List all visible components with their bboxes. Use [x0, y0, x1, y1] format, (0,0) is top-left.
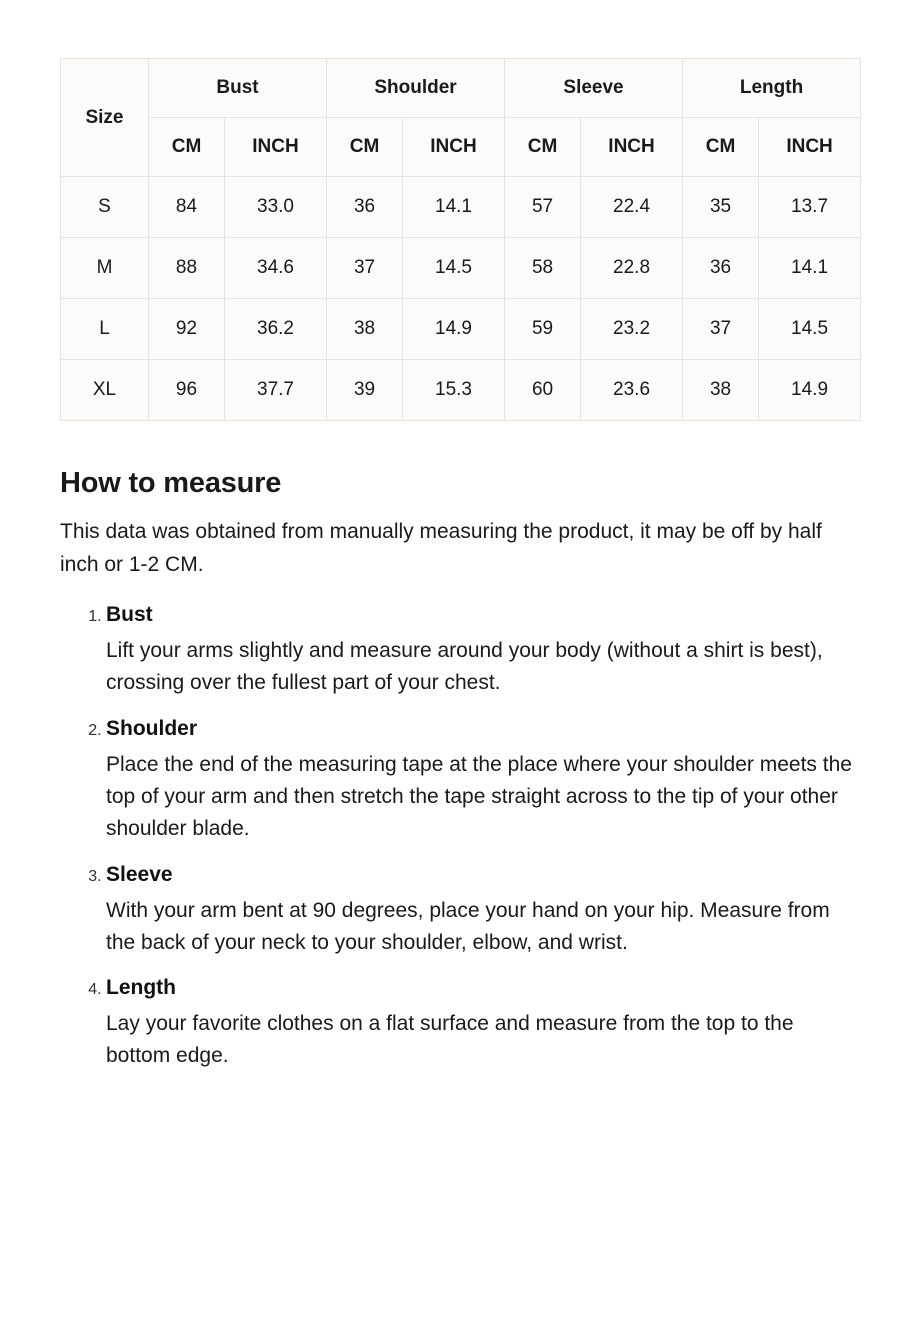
header-sleeve-cm: CM [505, 118, 581, 177]
header-group-shoulder: Shoulder [327, 59, 505, 118]
cell-length-inch: 14.9 [759, 360, 861, 421]
header-group-bust: Bust [149, 59, 327, 118]
how-to-measure-intro: This data was obtained from manually measuring the product, it may be off by half inch or 1-2 CM. [60, 520, 822, 576]
cell-length-cm: 37 [683, 299, 759, 360]
how-to-measure-title: How to measure [60, 467, 282, 499]
cell-length-cm: 35 [683, 177, 759, 238]
step-title-sleeve: 3. Sleeve [106, 862, 173, 886]
header-shoulder-cm: CM [327, 118, 403, 177]
cell-sleeve-cm: 57 [505, 177, 581, 238]
header-shoulder-inch: INCH [403, 118, 505, 177]
header-size: Size [61, 59, 149, 177]
table-row [61, 177, 861, 238]
cell-bust-inch: 37.7 [225, 360, 327, 421]
cell-bust-cm: 88 [149, 238, 225, 299]
cell-shoulder-cm: 38 [327, 299, 403, 360]
cell-bust-inch: 33.0 [225, 177, 327, 238]
cell-length-inch: 13.7 [759, 177, 861, 238]
step-body-bust: Lift your arms slightly and measure around your body (without a shirt is best), crossing over the fullest part of your chest. [106, 639, 823, 694]
table-row [61, 238, 861, 299]
cell-shoulder-cm: 37 [327, 238, 403, 299]
cell-size: S [61, 177, 149, 238]
cell-length-cm: 36 [683, 238, 759, 299]
header-group-length: Length [683, 59, 861, 118]
cell-size: XL [61, 360, 149, 421]
cell-sleeve-cm: 58 [505, 238, 581, 299]
size-chart-table [60, 58, 861, 421]
cell-sleeve-inch: 23.6 [581, 360, 683, 421]
cell-length-inch: 14.1 [759, 238, 861, 299]
size-chart-head [61, 59, 861, 177]
header-bust-inch: INCH [225, 118, 327, 177]
cell-sleeve-inch: 22.8 [581, 238, 683, 299]
cell-shoulder-cm: 39 [327, 360, 403, 421]
cell-size: L [61, 299, 149, 360]
header-length-inch: INCH [759, 118, 861, 177]
step-body-sleeve: With your arm bent at 90 degrees, place your hand on your hip. Measure from the back of your neck to your shoulder, elbow, and wrist. [106, 898, 830, 954]
table-row [61, 299, 861, 360]
list-item [106, 717, 860, 845]
header-length-cm: CM [683, 118, 759, 177]
cell-shoulder-inch: 14.9 [403, 299, 505, 360]
list-item [106, 603, 860, 699]
cell-length-cm: 38 [683, 360, 759, 421]
cell-shoulder-inch: 14.1 [403, 177, 505, 238]
cell-bust-cm: 92 [149, 299, 225, 360]
cell-sleeve-cm: 59 [505, 299, 581, 360]
cell-bust-cm: 84 [149, 177, 225, 238]
table-row [61, 360, 861, 421]
step-title-length: 4. Length [106, 976, 176, 1000]
cell-bust-cm: 96 [149, 360, 225, 421]
header-group-sleeve: Sleeve [505, 59, 683, 118]
size-chart-body [61, 177, 861, 421]
cell-shoulder-inch: 14.5 [403, 238, 505, 299]
measure-steps-list [60, 603, 860, 1072]
step-body-length: Lay your favorite clothes on a flat surface and measure from the top to the bottom edge. [106, 1012, 794, 1068]
list-item [106, 863, 860, 959]
cell-sleeve-inch: 23.2 [581, 299, 683, 360]
cell-length-inch: 14.5 [759, 299, 861, 360]
cell-shoulder-cm: 36 [327, 177, 403, 238]
table-header-row-units [61, 118, 861, 177]
step-title-shoulder: 2. Shoulder [106, 716, 198, 740]
step-title-bust: 1. Bust [106, 603, 153, 627]
cell-sleeve-cm: 60 [505, 360, 581, 421]
step-body-shoulder: Place the end of the measuring tape at the place where your shoulder meets the top of your arm and then stretch the tape straight across to the tip of your other shoulder blade. [106, 752, 852, 840]
list-item [106, 976, 860, 1072]
cell-bust-inch: 34.6 [225, 238, 327, 299]
cell-shoulder-inch: 15.3 [403, 360, 505, 421]
cell-size: M [61, 238, 149, 299]
cell-bust-inch: 36.2 [225, 299, 327, 360]
header-sleeve-inch: INCH [581, 118, 683, 177]
cell-sleeve-inch: 22.4 [581, 177, 683, 238]
header-bust-cm: CM [149, 118, 225, 177]
table-header-row-groups [61, 59, 861, 118]
